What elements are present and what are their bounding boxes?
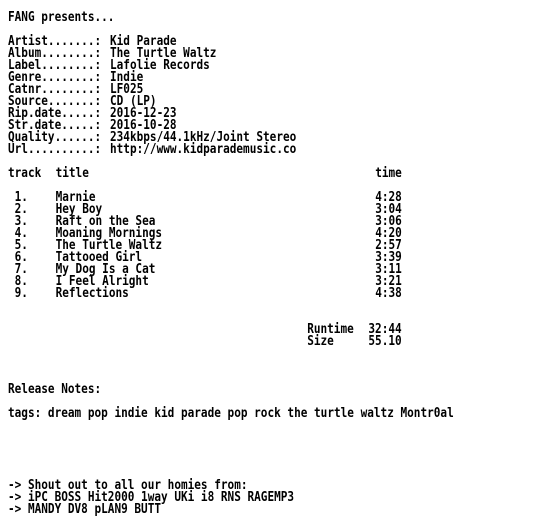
info-key: Catnr........: xyxy=(8,82,102,97)
time-column-header: time xyxy=(375,166,402,181)
track-number: 5. xyxy=(8,238,28,253)
track-number: 2. xyxy=(8,202,28,217)
track-number: 8. xyxy=(8,274,28,289)
info-key: Label........: xyxy=(8,58,102,73)
info-value: Indie xyxy=(110,70,144,85)
title-column-header: title xyxy=(55,166,89,181)
track-title: Raft on the Sea xyxy=(55,214,156,229)
track-title: My Dog Is a Cat xyxy=(55,262,156,277)
tags-line: tags: dream pop indie kid parade pop rock the turtle waltz Montr0al xyxy=(8,406,454,421)
track-number: 3. xyxy=(8,214,28,229)
info-key: Artist.......: xyxy=(8,34,102,49)
info-value: Lafolie Records xyxy=(110,58,210,73)
tracklist xyxy=(8,168,552,348)
tracklist-header xyxy=(8,168,470,180)
track-time: 3:06 xyxy=(375,214,402,229)
track-number: 4. xyxy=(8,226,28,241)
info-value: 2016-10-28 xyxy=(110,118,177,133)
intro-line: FANG presents... xyxy=(8,10,115,25)
track-time: 2:57 xyxy=(375,238,402,253)
shoutouts xyxy=(8,480,552,516)
track-title: Moaning Mornings xyxy=(55,226,163,241)
info-key: Str.date.....: xyxy=(8,118,102,133)
track-time: 3:11 xyxy=(375,262,402,277)
track-time: 3:04 xyxy=(375,202,402,217)
track-title: Hey Boy xyxy=(55,202,103,217)
info-block xyxy=(8,36,552,156)
track-number: 9. xyxy=(8,286,28,301)
info-key: Rip.date.....: xyxy=(8,106,102,121)
runtime-value: 32:44 xyxy=(368,322,402,337)
shoutout-line: -> MANDY DV8 pLAN9 BUTT xyxy=(8,502,162,517)
track-title: Reflections xyxy=(55,286,129,301)
track-title: Tattooed Girl xyxy=(55,250,143,265)
info-value: CD (LP) xyxy=(110,94,157,109)
shoutout-line: -> Shout out to all our homies from: xyxy=(8,478,248,493)
info-key: Genre........: xyxy=(8,70,102,85)
runtime-label: Runtime xyxy=(307,322,354,337)
track-number: 7. xyxy=(8,262,28,277)
shoutout-line: -> iPC BOSS Hit2000 1way UKi i8 RNS RAGEMP3 xyxy=(8,490,295,505)
spacer xyxy=(8,156,552,168)
spacer xyxy=(8,348,552,384)
info-key: Url..........: xyxy=(8,142,102,157)
info-value: The Turtle Waltz xyxy=(110,46,217,61)
info-key: Source.......: xyxy=(8,94,102,109)
size-value: 55.10 xyxy=(368,334,402,349)
info-value: LF025 xyxy=(110,82,144,97)
track-time: 3:39 xyxy=(375,250,402,265)
track-number: 6. xyxy=(8,250,28,265)
track-title: I Feel Alright xyxy=(55,274,149,289)
size-row xyxy=(8,336,470,348)
info-value: Kid Parade xyxy=(110,34,177,49)
nfo-document xyxy=(8,12,552,516)
size-label: Size xyxy=(307,334,334,349)
info-value: 234kbps/44.1kHz/Joint Stereo xyxy=(110,130,297,145)
spacer xyxy=(8,312,552,324)
track-time: 4:28 xyxy=(375,190,402,205)
track-title: The Turtle Waltz xyxy=(55,238,163,253)
track-title: Marnie xyxy=(55,190,96,205)
track-row xyxy=(8,288,470,300)
info-value: 2016-12-23 xyxy=(110,106,177,121)
track-time: 4:20 xyxy=(375,226,402,241)
track-number: 1. xyxy=(8,190,28,205)
spacer xyxy=(8,420,552,480)
release-notes-heading: Release Notes: xyxy=(8,382,102,397)
track-time: 3:21 xyxy=(375,274,402,289)
track-time: 4:38 xyxy=(375,286,402,301)
spacer xyxy=(8,300,552,312)
info-row-url xyxy=(8,144,470,156)
info-value: http://www.kidparademusic.co xyxy=(110,142,297,157)
info-key: Album........: xyxy=(8,46,102,61)
track-column-header: track xyxy=(8,166,42,181)
info-key: Quality......: xyxy=(8,130,102,145)
